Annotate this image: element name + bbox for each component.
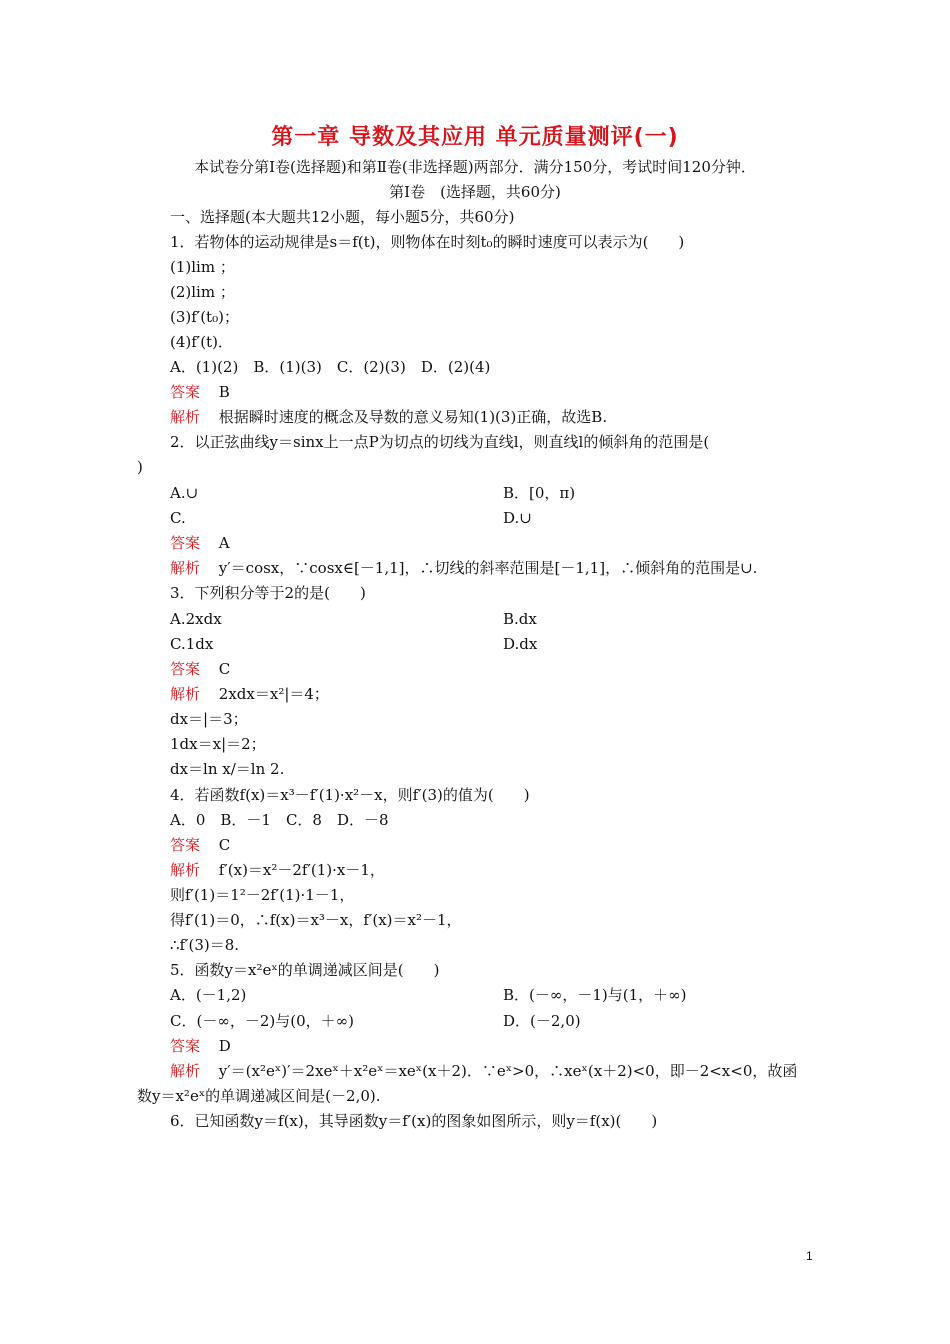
page-number: 1 bbox=[806, 1249, 813, 1263]
question-1-answer bbox=[170, 382, 230, 402]
question-3-analysis-line-3: 1dx＝x|＝2； bbox=[170, 735, 266, 753]
analysis-label: 解析 bbox=[170, 685, 201, 703]
analysis-text: f′(x)＝x²－2f′(1)·x－1， bbox=[218, 861, 385, 879]
analysis-label: 解析 bbox=[170, 408, 201, 426]
question-1-option-3: (3)f′(t₀)； bbox=[170, 308, 239, 326]
question-5-option-c: C．(－∞，－2)与(0，＋∞) bbox=[170, 1012, 354, 1030]
question-5-analysis-line-2: 数y＝x²eˣ的单调递减区间是(－2,0). bbox=[137, 1087, 381, 1105]
answer-label: 答案 bbox=[170, 534, 201, 552]
exam-intro: 本试卷分第Ⅰ卷(选择题)和第Ⅱ卷(非选择题)两部分．满分150分，考试时间120分钟． bbox=[194, 158, 756, 176]
question-4-analysis-line-3: 得f′(1)＝0，∴f(x)＝x³－x，f′(x)＝x²－1， bbox=[170, 911, 462, 929]
question-5-option-a: A．(－1,2) bbox=[170, 986, 247, 1004]
answer-value: D bbox=[218, 1037, 231, 1055]
question-4-choices: A．0 B．－1 C．8 D．－8 bbox=[170, 811, 389, 829]
question-5-option-d: D．(－2,0) bbox=[503, 1012, 581, 1030]
question-3-analysis bbox=[170, 684, 329, 704]
answer-value: A bbox=[218, 534, 230, 552]
question-2-option-c: C. bbox=[170, 509, 186, 527]
question-5-option-b: B．(－∞，－1)与(1，＋∞) bbox=[503, 986, 687, 1004]
question-4-analysis-line-2: 则f′(1)＝1²－2f′(1)·1－1， bbox=[170, 886, 355, 904]
analysis-text: 2xdx＝x²|＝4； bbox=[218, 685, 329, 703]
question-5-answer bbox=[170, 1036, 231, 1056]
analysis-text: y′＝(x²eˣ)′＝2xeˣ＋x²eˣ＝xeˣ(x＋2)．∵eˣ>0，∴xeˣ(x＋2)<0，即－2<x<0，故函 bbox=[218, 1062, 798, 1080]
part-heading: 一、选择题(本大题共12小题，每小题5分，共60分) bbox=[170, 208, 515, 226]
question-3-analysis-line-2: dx＝|＝3； bbox=[170, 710, 248, 728]
answer-value: C bbox=[218, 836, 231, 854]
answer-value: C bbox=[218, 660, 231, 678]
answer-label: 答案 bbox=[170, 383, 201, 401]
question-1-analysis bbox=[170, 407, 607, 427]
analysis-label: 解析 bbox=[170, 559, 201, 577]
question-2-answer bbox=[170, 533, 230, 553]
page-title: 第一章 导数及其应用 单元质量测评(一) bbox=[271, 125, 679, 150]
question-3-analysis-line-4: dx＝ln x/＝ln 2. bbox=[170, 760, 285, 778]
question-3-option-d: D.dx bbox=[503, 635, 538, 653]
question-5-stem: 5．函数y＝x²eˣ的单调递减区间是( ) bbox=[170, 961, 440, 979]
question-2-stem: 2．以正弦曲线y＝sinx上一点P为切点的切线为直线l，则直线l的倾斜角的范围是( bbox=[170, 433, 710, 451]
question-2-analysis bbox=[170, 558, 757, 578]
question-1-option-1: (1)lim ； bbox=[170, 258, 235, 276]
answer-value: B bbox=[218, 383, 230, 401]
analysis-text: 根据瞬时速度的概念及导数的意义易知(1)(3)正确，故选B. bbox=[218, 408, 608, 426]
section-title: 第Ⅰ卷 (选择题，共60分) bbox=[389, 183, 561, 201]
analysis-label: 解析 bbox=[170, 861, 201, 879]
analysis-text: y′＝cosx，∵cosx∈[－1,1]，∴切线的斜率范围是[－1,1]，∴倾斜角的范围是∪. bbox=[218, 559, 758, 577]
answer-label: 答案 bbox=[170, 836, 201, 854]
question-1-choices: A．(1)(2) B．(1)(3) C．(2)(3) D．(2)(4) bbox=[170, 358, 491, 376]
question-3-option-c: C.1dx bbox=[170, 635, 214, 653]
question-1-stem: 1．若物体的运动规律是s＝f(t)，则物体在时刻t₀的瞬时速度可以表示为( ) bbox=[170, 233, 685, 251]
question-2-stem-continued: ) bbox=[137, 458, 143, 476]
question-3-option-a: A.2xdx bbox=[170, 610, 222, 628]
question-5-analysis bbox=[170, 1061, 797, 1081]
question-6-stem: 6．已知函数y＝f(x)，其导函数y＝f′(x)的图象如图所示，则y＝f(x)( ) bbox=[170, 1112, 658, 1130]
question-3-answer bbox=[170, 659, 230, 679]
question-2-option-a: A.∪ bbox=[170, 484, 199, 502]
answer-label: 答案 bbox=[170, 660, 201, 678]
question-4-stem: 4．若函数f(x)＝x³－f′(1)·x²－x，则f′(3)的值为( ) bbox=[170, 786, 530, 804]
question-1-option-2: (2)lim ； bbox=[170, 283, 235, 301]
question-4-answer bbox=[170, 835, 230, 855]
question-1-option-4: (4)f′(t)． bbox=[170, 333, 233, 351]
question-3-stem: 3．下列积分等于2的是( ) bbox=[170, 584, 366, 602]
question-3-option-b: B.dx bbox=[503, 610, 537, 628]
question-2-option-d: D.∪ bbox=[503, 509, 532, 527]
analysis-label: 解析 bbox=[170, 1062, 201, 1080]
question-2-option-b: B．[0，π) bbox=[503, 484, 576, 502]
question-4-analysis-line-4: ∴f′(3)＝8. bbox=[170, 936, 240, 954]
question-4-analysis bbox=[170, 860, 385, 880]
answer-label: 答案 bbox=[170, 1037, 201, 1055]
